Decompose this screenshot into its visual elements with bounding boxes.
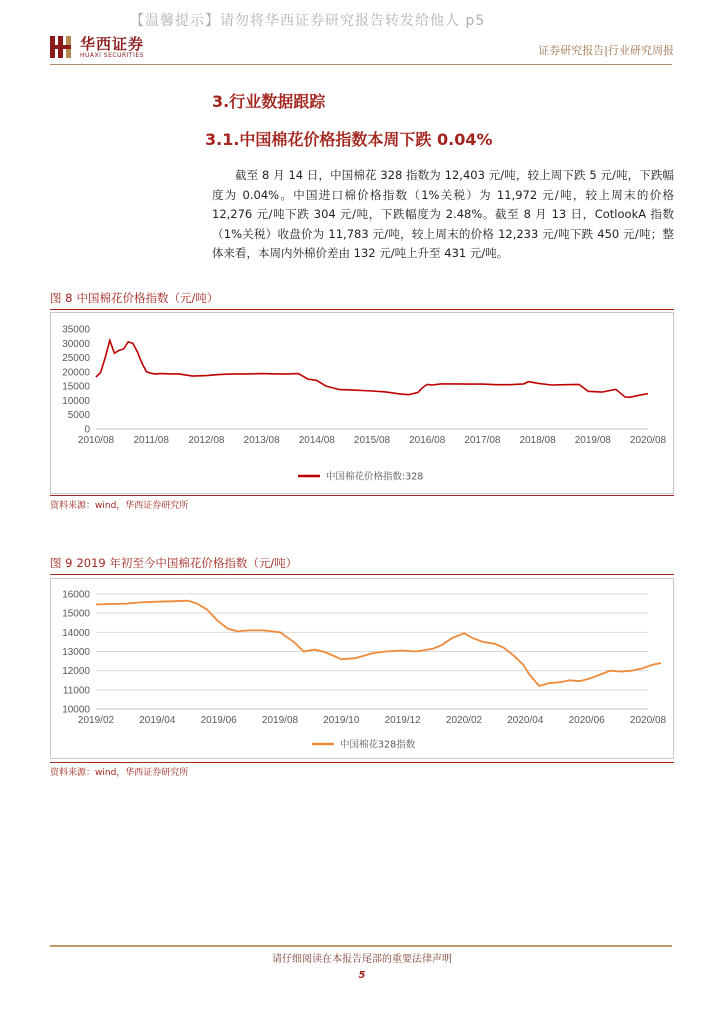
x-tick-label: 2019/06 [200, 715, 237, 726]
y-tick-label: 15000 [62, 381, 90, 393]
cotton-price-index-chart [50, 310, 674, 495]
paragraph-text: 截至 8 月 14 日，中国棉花 328 指数为 12,403 元/吨，较上周下跌 5 元/吨，下跌幅度为 0.04%。中国进口棉价格指数（1%关税）为 11,972 元/吨，较上周末的价格 12,276 元/吨下跌 304 元/吨，下跌幅度为 2.48%。截至 8 月 13 日，CotlookA 指数（1%关税）收盘价为 11,783 元/吨，较上周末的价格 12,233 元/吨下跌 450 元/吨；整体来看，本周内外棉价差由 132 元/吨上升至 431 元/吨。 [212, 168, 674, 261]
figure-8-number: 图 8 [50, 291, 73, 305]
chart-frame [51, 579, 674, 759]
huaxi-logo-icon [50, 34, 72, 60]
figure-8-source: 资料来源：wind，华西证券研究所 [50, 501, 189, 511]
section-paragraph [212, 166, 674, 264]
figure-8-bottom-rule [50, 495, 674, 496]
figure-9-top-rule [50, 574, 674, 575]
logo-name-cn: 华西证券 [80, 35, 145, 53]
y-tick-label: 25000 [62, 353, 90, 365]
x-tick-label: 2020/08 [629, 715, 667, 726]
x-tick-label: 2020/08 [629, 435, 667, 446]
figure-8-caption [50, 290, 218, 306]
figure-9-bottom-rule [50, 762, 674, 763]
y-tick-label: 10000 [62, 704, 90, 716]
section-subtitle: 3.1.中国棉花价格指数本周下跌 0.04% [205, 130, 493, 149]
y-tick-label: 0 [84, 424, 90, 436]
y-tick-label: 15000 [62, 608, 90, 620]
x-tick-label: 2010/08 [77, 435, 115, 446]
x-tick-label: 2018/08 [519, 435, 556, 446]
chart-frame [51, 313, 674, 494]
logo-name-en: HUAXI SECURITIES [80, 52, 144, 59]
x-tick-label: 2013/08 [243, 435, 280, 446]
y-tick-label: 35000 [62, 324, 90, 336]
y-tick-label: 16000 [62, 589, 90, 601]
figure-9-number: 图 9 [50, 556, 73, 570]
x-tick-label: 2019/04 [139, 715, 176, 726]
watermark-notice: 【温馨提示】请勿将华西证券研究报告转发给他人 p5 [130, 13, 486, 29]
figure-9-title: 2019 年初至今中国棉花价格指数（元/吨） [76, 556, 298, 570]
y-tick-label: 11000 [62, 685, 90, 697]
y-tick-label: 14000 [62, 627, 90, 639]
figure-9-caption [50, 555, 297, 571]
y-tick-label: 20000 [62, 367, 90, 379]
y-tick-label: 30000 [62, 338, 90, 350]
legend-label: 中国棉花价格指数:328 [326, 471, 424, 483]
x-tick-label: 2016/08 [409, 435, 446, 446]
page-number: 5 [358, 970, 366, 981]
x-tick-label: 2019/10 [323, 715, 360, 726]
x-tick-label: 2019/08 [574, 435, 611, 446]
y-tick-label: 5000 [67, 410, 90, 422]
legend-label: 中国棉花328指数 [340, 739, 416, 751]
x-tick-label: 2020/04 [507, 715, 544, 726]
legal-notice: 请仔细阅读在本报告尾部的重要法律声明 [272, 954, 452, 965]
y-tick-label: 12000 [62, 666, 90, 678]
footer-divider [50, 945, 672, 947]
x-tick-label: 2019/02 [77, 715, 115, 726]
x-tick-label: 2012/08 [188, 435, 225, 446]
x-tick-label: 2020/06 [568, 715, 605, 726]
x-tick-label: 2020/02 [445, 715, 483, 726]
cotton-328-index-2019-chart [50, 576, 674, 760]
y-tick-label: 10000 [62, 395, 90, 407]
x-tick-label: 2017/08 [464, 435, 501, 446]
header-divider [50, 64, 672, 65]
figure-9-source: 资料来源：wind，华西证券研究所 [50, 768, 189, 778]
y-tick-label: 13000 [62, 647, 90, 658]
section-title: 3.行业数据跟踪 [212, 92, 326, 111]
x-tick-label: 2011/08 [133, 435, 169, 446]
x-tick-label: 2014/08 [298, 435, 335, 446]
figure-8-title: 中国棉花价格指数（元/吨） [76, 291, 219, 305]
x-tick-label: 2019/12 [384, 715, 421, 726]
x-tick-label: 2019/08 [261, 715, 299, 726]
report-type-label: 证券研究报告|行业研究周报 [538, 44, 674, 57]
x-tick-label: 2015/08 [353, 435, 391, 446]
